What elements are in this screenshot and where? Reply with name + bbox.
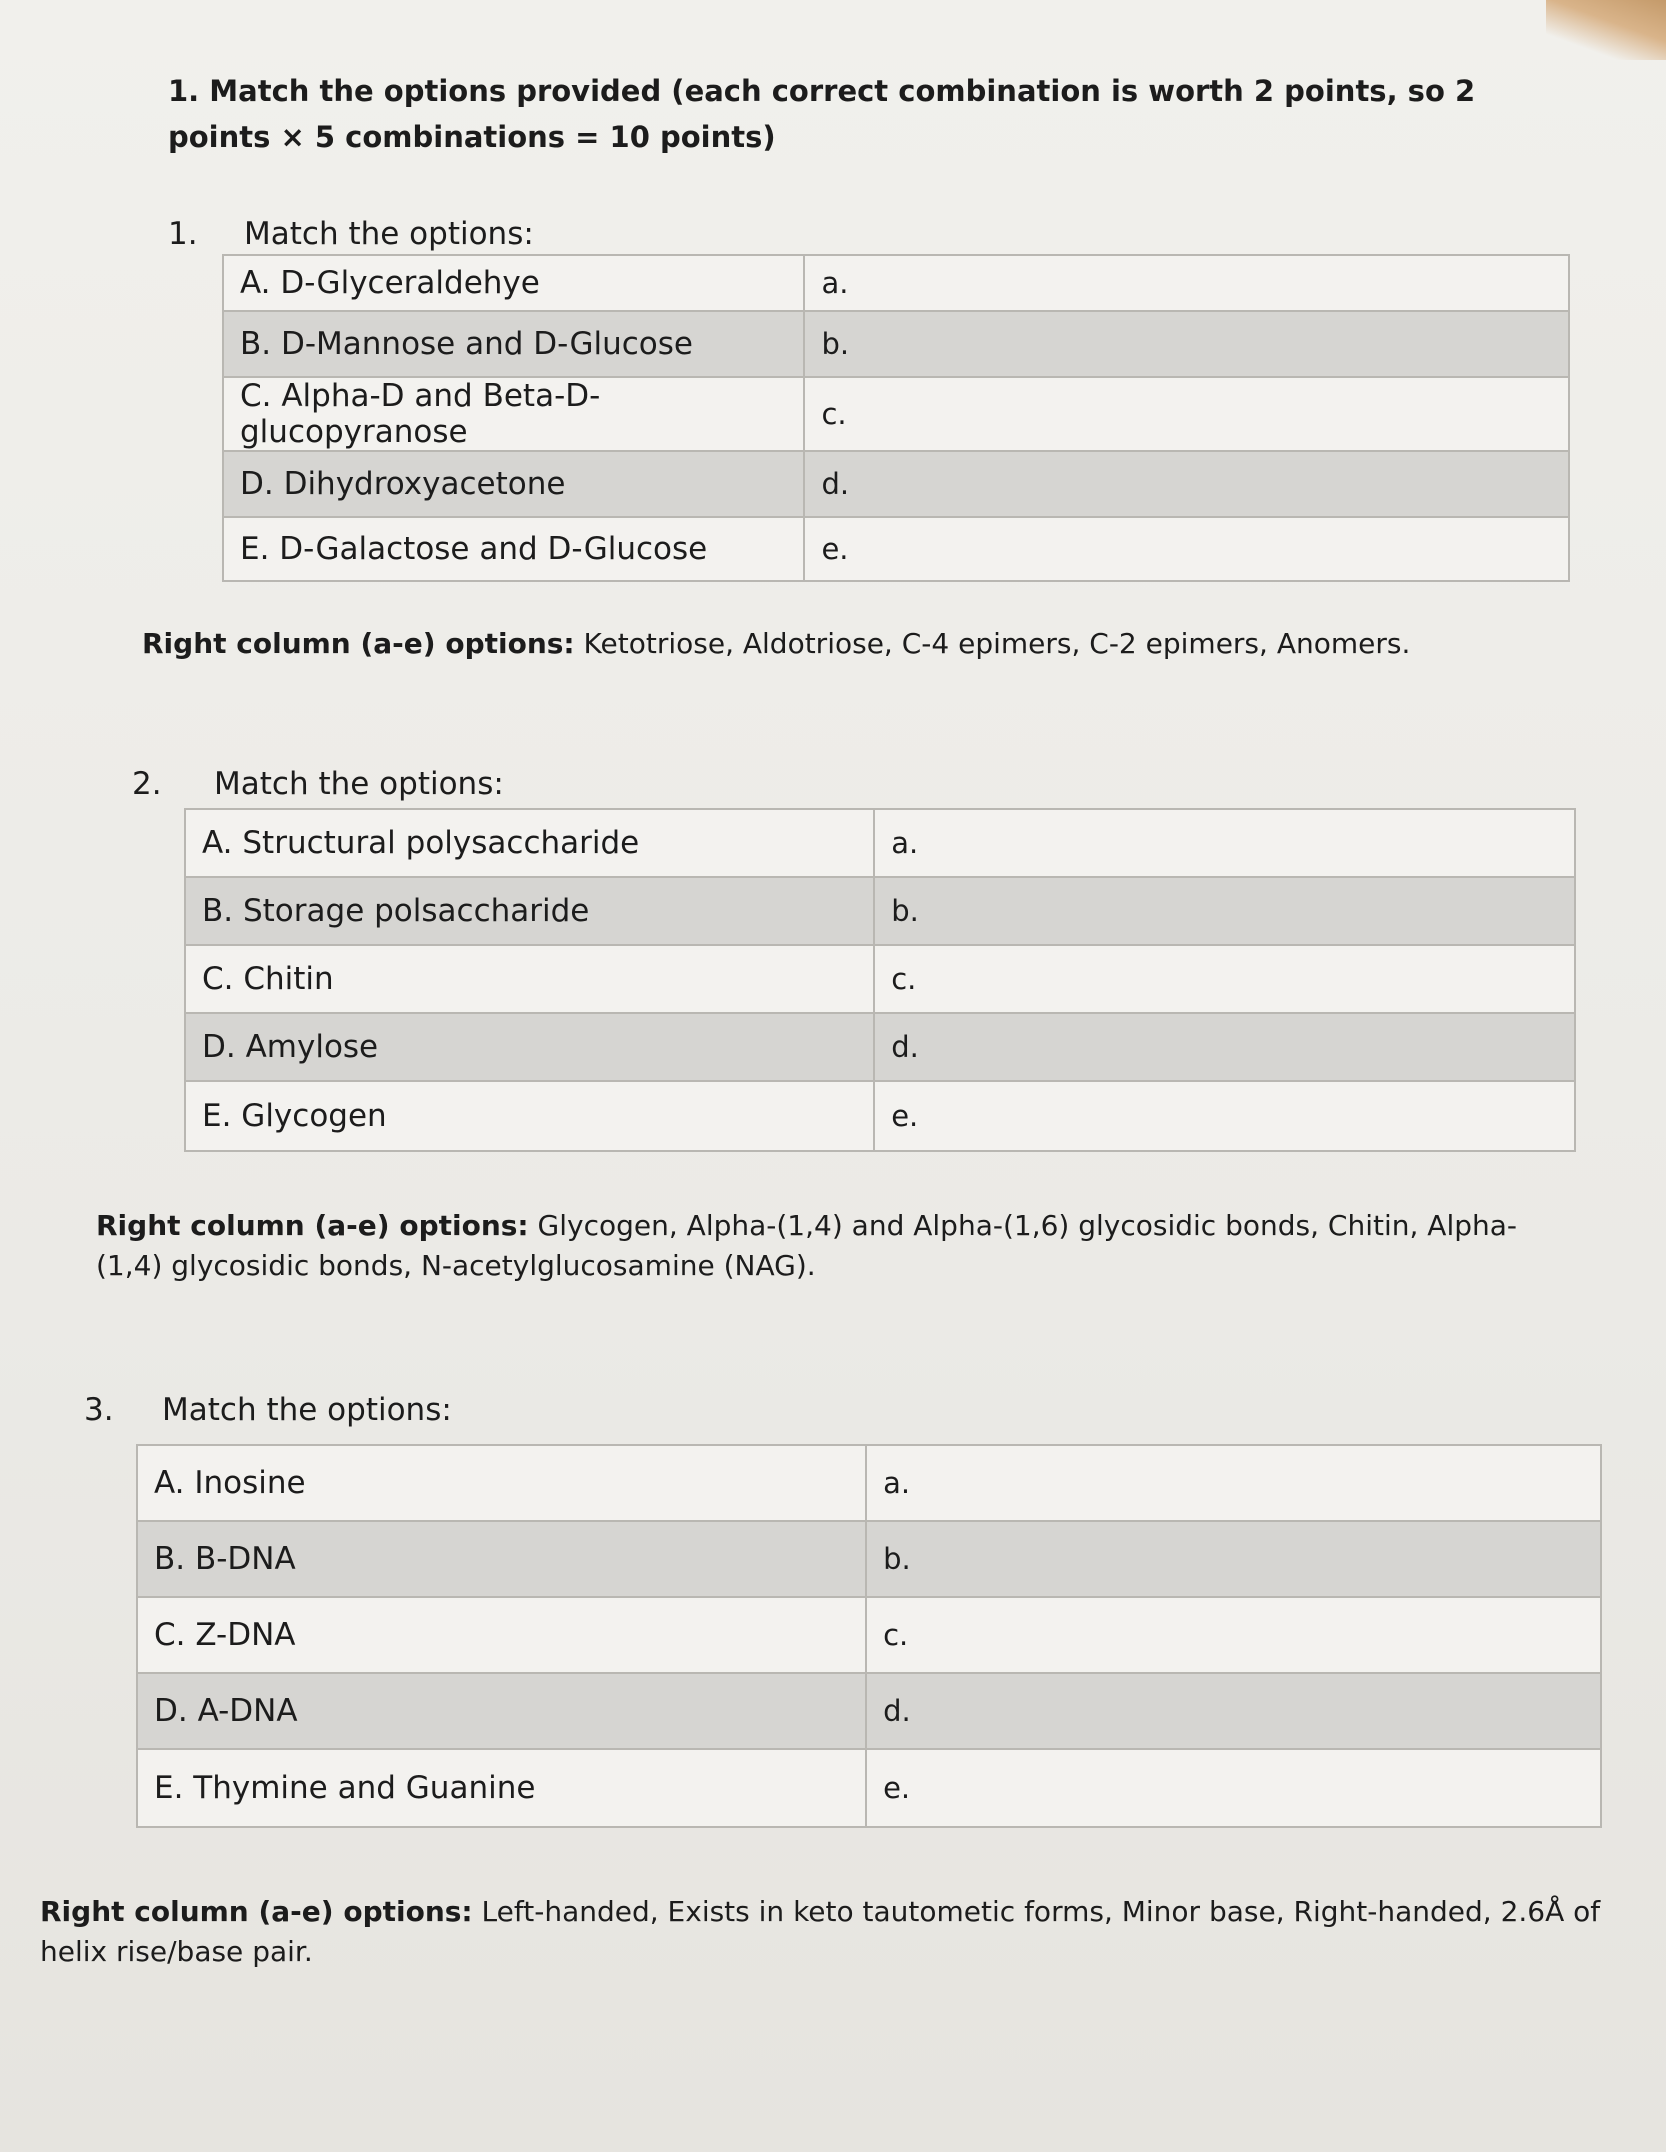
question-3-table — [136, 1444, 1602, 1828]
answer-cell[interactable]: e. — [804, 517, 1569, 581]
options-label: Right column (a-e) options: — [40, 1895, 473, 1928]
answer-cell[interactable]: e. — [874, 1081, 1575, 1151]
options-text: Ketotriose, Aldotriose, C-4 epimers, C-2 epimers, Anomers. — [583, 627, 1411, 660]
left-cell: C. Chitin — [185, 945, 874, 1013]
left-cell: A. Structural polysaccharide — [185, 809, 874, 877]
table-row — [223, 517, 1569, 581]
options-label: Right column (a-e) options: — [96, 1209, 529, 1242]
table-row — [185, 945, 1575, 1013]
options-text: Glycogen, Alpha-(1,4) and Alpha-(1,6) glycosidic bonds, Chitin, Alpha-(1,4) glycosidic bonds, N-acetylglucosamine (NAG). — [96, 1209, 1517, 1282]
table-row — [223, 451, 1569, 517]
answer-cell[interactable]: b. — [874, 877, 1575, 945]
table-row — [223, 377, 1569, 451]
table-row — [185, 1081, 1575, 1151]
left-cell: E. Glycogen — [185, 1081, 874, 1151]
answer-cell[interactable]: a. — [804, 255, 1569, 311]
table-row — [137, 1673, 1601, 1749]
answer-cell[interactable]: e. — [866, 1749, 1601, 1827]
question-3-number: 3. — [84, 1392, 114, 1428]
left-cell: B. B-DNA — [137, 1521, 866, 1597]
answer-cell[interactable]: a. — [874, 809, 1575, 877]
left-cell: E. D-Galactose and D-Glucose — [223, 517, 804, 581]
table-row — [223, 311, 1569, 377]
options-label: Right column (a-e) options: — [142, 627, 575, 660]
table-row — [223, 255, 1569, 311]
left-cell: D. A-DNA — [137, 1673, 866, 1749]
table-row — [185, 1013, 1575, 1081]
left-cell: C. Alpha-D and Beta-D-glucopyranose — [223, 377, 804, 451]
question-1-table — [222, 254, 1570, 582]
left-cell: A. Inosine — [137, 1445, 866, 1521]
answer-cell[interactable]: d. — [874, 1013, 1575, 1081]
table-row — [185, 809, 1575, 877]
answer-cell[interactable]: c. — [804, 377, 1569, 451]
question-1-number: 1. — [168, 216, 198, 252]
section-heading: 1. Match the options provided (each correct combination is worth 2 points, so 2 points × 5 combinations = 10 points) — [168, 74, 1476, 154]
question-2-number: 2. — [132, 766, 162, 802]
left-cell: B. Storage polsaccharide — [185, 877, 874, 945]
left-cell: C. Z-DNA — [137, 1597, 866, 1673]
question-2-table — [184, 808, 1576, 1152]
answer-cell[interactable]: d. — [866, 1673, 1601, 1749]
answer-cell[interactable]: c. — [866, 1597, 1601, 1673]
table-row — [137, 1445, 1601, 1521]
question-3-title: Match the options: — [162, 1392, 452, 1428]
paper-corner — [1546, 0, 1666, 60]
left-cell: A. D-Glyceraldehye — [223, 255, 804, 311]
question-1-title: Match the options: — [244, 216, 534, 252]
left-cell: E. Thymine and Guanine — [137, 1749, 866, 1827]
answer-cell[interactable]: c. — [874, 945, 1575, 1013]
table-row — [185, 877, 1575, 945]
table-row — [137, 1521, 1601, 1597]
question-1-options — [142, 624, 1542, 664]
options-text: Left-handed, Exists in keto tautometic forms, Minor base, Right-handed, 2.6Å of helix rise/base pair. — [40, 1895, 1601, 1968]
answer-cell[interactable]: b. — [866, 1521, 1601, 1597]
left-cell: B. D-Mannose and D-Glucose — [223, 311, 804, 377]
table-row — [137, 1749, 1601, 1827]
left-cell: D. Amylose — [185, 1013, 874, 1081]
answer-cell[interactable]: b. — [804, 311, 1569, 377]
left-cell: D. Dihydroxyacetone — [223, 451, 804, 517]
answer-cell[interactable]: d. — [804, 451, 1569, 517]
question-2-options — [96, 1206, 1566, 1286]
table-row — [137, 1597, 1601, 1673]
answer-cell[interactable]: a. — [866, 1445, 1601, 1521]
question-3-options — [40, 1892, 1610, 1972]
question-2-title: Match the options: — [214, 766, 504, 802]
